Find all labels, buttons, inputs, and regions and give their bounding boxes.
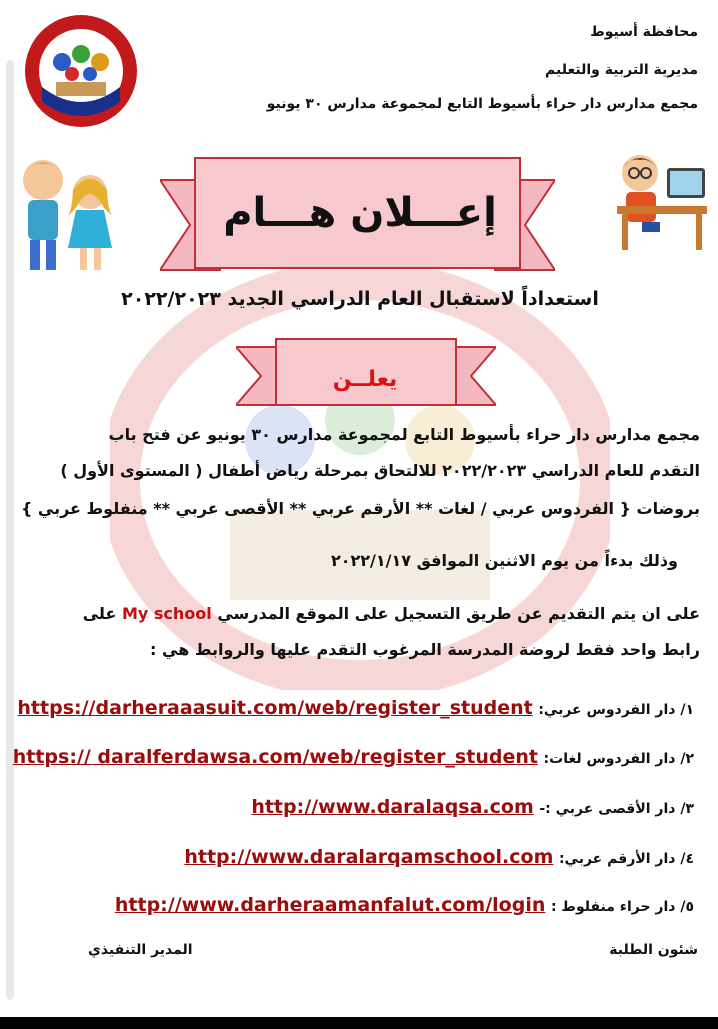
signature-student-affairs: شئون الطلبة xyxy=(609,942,698,958)
link-row-3 xyxy=(251,796,694,818)
body-line-2: التقدم للعام الدراسي ٢٠٢٢/٢٠٢٣ للالتحاق بمرحلة رياض أطفال ( المستوى الأول ) xyxy=(60,461,700,480)
body-line-3: بروضات { الفردوس عربي / لغات ** الأرقم عربي ** الأقصى عربي ** منفلوط عربي } xyxy=(20,499,700,518)
announce-title: يعلــن xyxy=(332,367,398,392)
body-line-5 xyxy=(83,604,700,623)
link-aqsa-arabic[interactable]: http://www.daralaqsa.com xyxy=(251,796,534,818)
banner-title: إعـــلان هـــام xyxy=(223,190,497,236)
link-label: ٢/ دار الفردوس لغات: xyxy=(543,751,694,767)
my-school-label: My school xyxy=(121,604,212,623)
link-label: ٤/ دار الأرقم عربي: xyxy=(558,851,694,867)
body-line-1: مجمع مدارس دار حراء بأسيوط التابع لمجموعة مدارس ٣٠ يونيو عن فتح باب xyxy=(108,425,700,444)
body-line-5-end: على xyxy=(82,604,117,623)
link-arqam-arabic[interactable]: http://www.daralarqamschool.com xyxy=(184,846,554,868)
link-row-1 xyxy=(17,697,694,719)
governorate-label: محافظة أسيوط xyxy=(590,24,698,40)
children-illustration-icon xyxy=(8,150,126,275)
link-heraa-manfalut[interactable]: http://www.darheraamanfalut.com/login xyxy=(114,894,546,916)
school-complex-label: مجمع مدارس دار حراء بأسيوط التابع لمجموعة مدارس ٣٠ يونيو xyxy=(266,96,698,112)
link-row-4 xyxy=(184,846,694,868)
link-label: ٣/ دار الأقصى عربي :- xyxy=(539,801,694,817)
body-line-5-start: على ان يتم التقديم عن طريق التسجيل على الموقع المدرسي xyxy=(217,604,700,623)
link-row-2 xyxy=(13,746,694,768)
directorate-label: مديرية التربية والتعليم xyxy=(545,62,698,78)
link-row-5 xyxy=(115,894,694,916)
bottom-nav-bar xyxy=(0,1017,718,1029)
subtitle: استعداداً لاستقبال العام الدراسي الجديد ٢٠٢٢/٢٠٢٣ xyxy=(121,288,599,310)
link-label: ١/ دار الفردوس عربي: xyxy=(538,702,694,718)
link-ferdaws-arabic[interactable]: https://darheraaasuit.com/web/register_student xyxy=(17,697,533,719)
watermark-logo-icon xyxy=(110,270,610,690)
body-line-6: رابط واحد فقط لروضة المدرسة المرغوب التقدم عليها والروابط هي : xyxy=(150,640,700,659)
body-line-4: وذلك بدءاً من يوم الاثنين الموافق ٢٠٢٢/١/١٧ xyxy=(330,551,678,570)
computer-illustration-icon xyxy=(612,148,712,253)
link-label: ٥/ دار حراء منفلوط : xyxy=(550,899,694,915)
link-ferdaws-languages[interactable]: https:// daralferdawsa.com/web/register_student xyxy=(12,746,538,768)
signature-executive-director: المدير التنفيذي xyxy=(88,942,193,958)
school-logo-icon xyxy=(22,12,140,130)
